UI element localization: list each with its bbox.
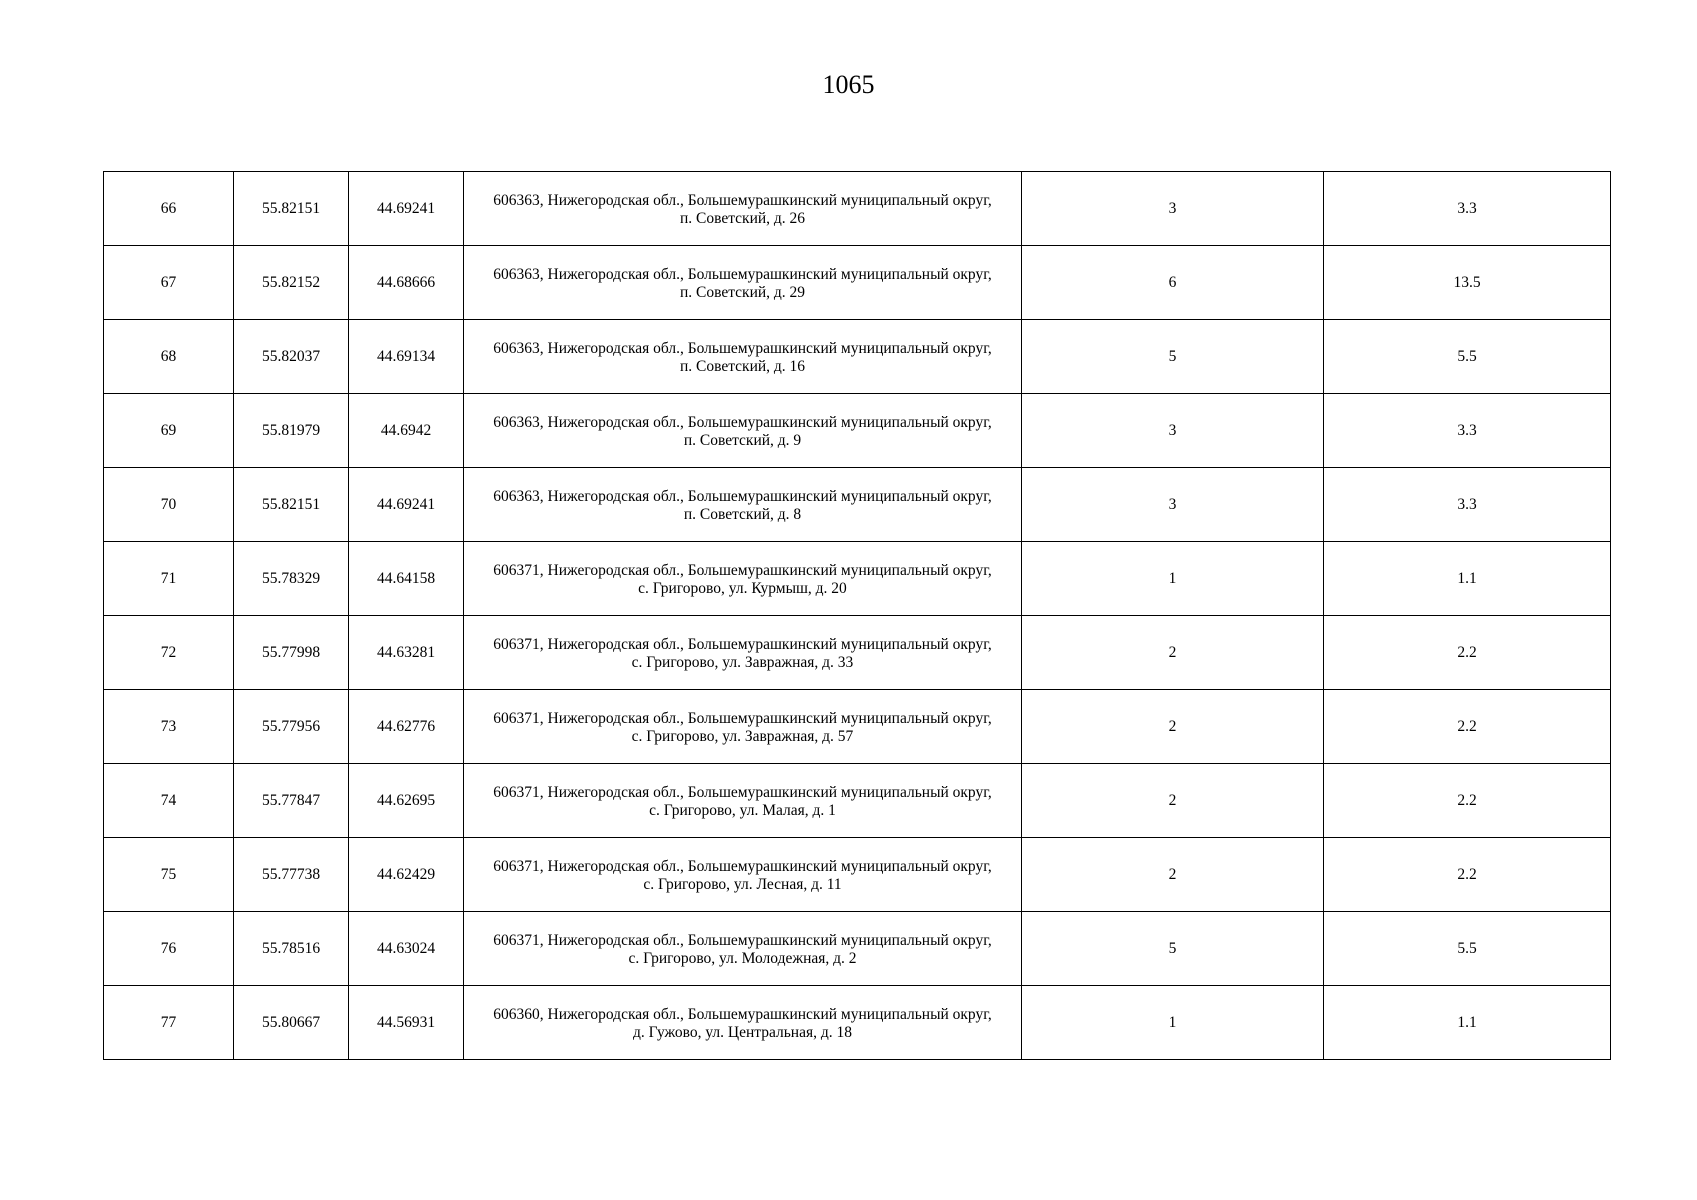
address-line-1: 606363, Нижегородская обл., Большемурашкинский муниципальный округ, bbox=[493, 340, 992, 357]
row-number-cell: 66 bbox=[104, 172, 234, 246]
row-number-cell: 70 bbox=[104, 468, 234, 542]
address-cell bbox=[464, 690, 1022, 764]
count-cell: 2 bbox=[1022, 690, 1324, 764]
address-line-2: п. Советский, д. 8 bbox=[683, 506, 802, 523]
count-cell: 1 bbox=[1022, 986, 1324, 1060]
address-line-1: 606360, Нижегородская обл., Большемурашкинский муниципальный округ, bbox=[493, 1006, 992, 1023]
row-number-cell: 77 bbox=[104, 986, 234, 1060]
value-cell: 2.2 bbox=[1324, 838, 1611, 912]
row-number-cell: 76 bbox=[104, 912, 234, 986]
address-cell bbox=[464, 468, 1022, 542]
count-cell: 3 bbox=[1022, 172, 1324, 246]
count-cell: 5 bbox=[1022, 912, 1324, 986]
latitude-cell: 55.82151 bbox=[234, 468, 349, 542]
address-cell bbox=[464, 764, 1022, 838]
latitude-cell: 55.78516 bbox=[234, 912, 349, 986]
count-cell: 3 bbox=[1022, 394, 1324, 468]
table-row bbox=[104, 838, 1611, 912]
row-number-cell: 71 bbox=[104, 542, 234, 616]
count-cell: 2 bbox=[1022, 838, 1324, 912]
longitude-cell: 44.69241 bbox=[349, 468, 464, 542]
records-table-container bbox=[103, 171, 1611, 1060]
latitude-cell: 55.80667 bbox=[234, 986, 349, 1060]
table-row bbox=[104, 764, 1611, 838]
table-row bbox=[104, 172, 1611, 246]
address-line-1: 606363, Нижегородская обл., Большемурашкинский муниципальный округ, bbox=[493, 414, 992, 431]
latitude-cell: 55.82151 bbox=[234, 172, 349, 246]
address-cell bbox=[464, 616, 1022, 690]
longitude-cell: 44.6942 bbox=[349, 394, 464, 468]
longitude-cell: 44.62776 bbox=[349, 690, 464, 764]
latitude-cell: 55.81979 bbox=[234, 394, 349, 468]
value-cell: 2.2 bbox=[1324, 690, 1611, 764]
address-cell bbox=[464, 394, 1022, 468]
count-cell: 3 bbox=[1022, 468, 1324, 542]
address-line-1: 606363, Нижегородская обл., Большемурашкинский муниципальный округ, bbox=[493, 192, 992, 209]
count-cell: 6 bbox=[1022, 246, 1324, 320]
count-cell: 2 bbox=[1022, 764, 1324, 838]
address-line-2: с. Григорово, ул. Молодежная, д. 2 bbox=[628, 950, 857, 967]
count-cell: 2 bbox=[1022, 616, 1324, 690]
address-line-2: п. Советский, д. 26 bbox=[679, 210, 806, 227]
latitude-cell: 55.77847 bbox=[234, 764, 349, 838]
longitude-cell: 44.56931 bbox=[349, 986, 464, 1060]
row-number-cell: 67 bbox=[104, 246, 234, 320]
address-cell bbox=[464, 246, 1022, 320]
value-cell: 5.5 bbox=[1324, 320, 1611, 394]
value-cell: 3.3 bbox=[1324, 172, 1611, 246]
longitude-cell: 44.63024 bbox=[349, 912, 464, 986]
value-cell: 1.1 bbox=[1324, 542, 1611, 616]
address-cell bbox=[464, 986, 1022, 1060]
row-number-cell: 75 bbox=[104, 838, 234, 912]
row-number-cell: 74 bbox=[104, 764, 234, 838]
longitude-cell: 44.64158 bbox=[349, 542, 464, 616]
table-row bbox=[104, 616, 1611, 690]
latitude-cell: 55.78329 bbox=[234, 542, 349, 616]
longitude-cell: 44.62695 bbox=[349, 764, 464, 838]
table-row bbox=[104, 468, 1611, 542]
value-cell: 2.2 bbox=[1324, 616, 1611, 690]
address-cell bbox=[464, 172, 1022, 246]
row-number-cell: 69 bbox=[104, 394, 234, 468]
table-row bbox=[104, 320, 1611, 394]
longitude-cell: 44.63281 bbox=[349, 616, 464, 690]
count-cell: 1 bbox=[1022, 542, 1324, 616]
address-line-2: с. Григорово, ул. Лесная, д. 11 bbox=[643, 876, 842, 893]
count-cell: 5 bbox=[1022, 320, 1324, 394]
latitude-cell: 55.82152 bbox=[234, 246, 349, 320]
address-line-1: 606363, Нижегородская обл., Большемурашкинский муниципальный округ, bbox=[493, 488, 992, 505]
latitude-cell: 55.77738 bbox=[234, 838, 349, 912]
value-cell: 3.3 bbox=[1324, 394, 1611, 468]
address-line-1: 606371, Нижегородская обл., Большемурашкинский муниципальный округ, bbox=[493, 784, 992, 801]
latitude-cell: 55.77956 bbox=[234, 690, 349, 764]
address-line-1: 606371, Нижегородская обл., Большемурашкинский муниципальный округ, bbox=[493, 932, 992, 949]
latitude-cell: 55.82037 bbox=[234, 320, 349, 394]
address-cell bbox=[464, 320, 1022, 394]
table-row bbox=[104, 690, 1611, 764]
table-row bbox=[104, 912, 1611, 986]
address-line-1: 606371, Нижегородская обл., Большемурашкинский муниципальный округ, bbox=[493, 562, 992, 579]
longitude-cell: 44.62429 bbox=[349, 838, 464, 912]
value-cell: 5.5 bbox=[1324, 912, 1611, 986]
records-table bbox=[103, 171, 1611, 1060]
address-line-2: п. Советский, д. 29 bbox=[679, 284, 806, 301]
address-cell bbox=[464, 542, 1022, 616]
address-line-2: п. Советский, д. 9 bbox=[683, 432, 802, 449]
longitude-cell: 44.69134 bbox=[349, 320, 464, 394]
longitude-cell: 44.69241 bbox=[349, 172, 464, 246]
row-number-cell: 73 bbox=[104, 690, 234, 764]
address-cell bbox=[464, 912, 1022, 986]
value-cell: 1.1 bbox=[1324, 986, 1611, 1060]
longitude-cell: 44.68666 bbox=[349, 246, 464, 320]
page-number: 1065 bbox=[822, 70, 875, 99]
address-line-1: 606371, Нижегородская обл., Большемурашкинский муниципальный округ, bbox=[493, 710, 992, 727]
table-row bbox=[104, 542, 1611, 616]
address-line-1: 606363, Нижегородская обл., Большемурашкинский муниципальный округ, bbox=[493, 266, 992, 283]
records-table-body bbox=[104, 172, 1611, 1060]
latitude-cell: 55.77998 bbox=[234, 616, 349, 690]
table-row bbox=[104, 394, 1611, 468]
table-row bbox=[104, 986, 1611, 1060]
address-line-2: с. Григорово, ул. Малая, д. 1 bbox=[649, 802, 836, 819]
address-line-1: 606371, Нижегородская обл., Большемурашкинский муниципальный округ, bbox=[493, 636, 992, 653]
address-line-2: с. Григорово, ул. Курмыш, д. 20 bbox=[638, 580, 847, 597]
address-line-2: д. Гужово, ул. Центральная, д. 18 bbox=[633, 1024, 852, 1041]
value-cell: 3.3 bbox=[1324, 468, 1611, 542]
address-line-1: 606371, Нижегородская обл., Большемурашкинский муниципальный округ, bbox=[493, 858, 992, 875]
address-cell bbox=[464, 838, 1022, 912]
row-number-cell: 72 bbox=[104, 616, 234, 690]
table-row bbox=[104, 246, 1611, 320]
value-cell: 13.5 bbox=[1324, 246, 1611, 320]
address-line-2: с. Григорово, ул. Завражная, д. 57 bbox=[631, 728, 854, 745]
row-number-cell: 68 bbox=[104, 320, 234, 394]
address-line-2: с. Григорово, ул. Завражная, д. 33 bbox=[631, 654, 854, 671]
value-cell: 2.2 bbox=[1324, 764, 1611, 838]
address-line-2: п. Советский, д. 16 bbox=[679, 358, 806, 375]
